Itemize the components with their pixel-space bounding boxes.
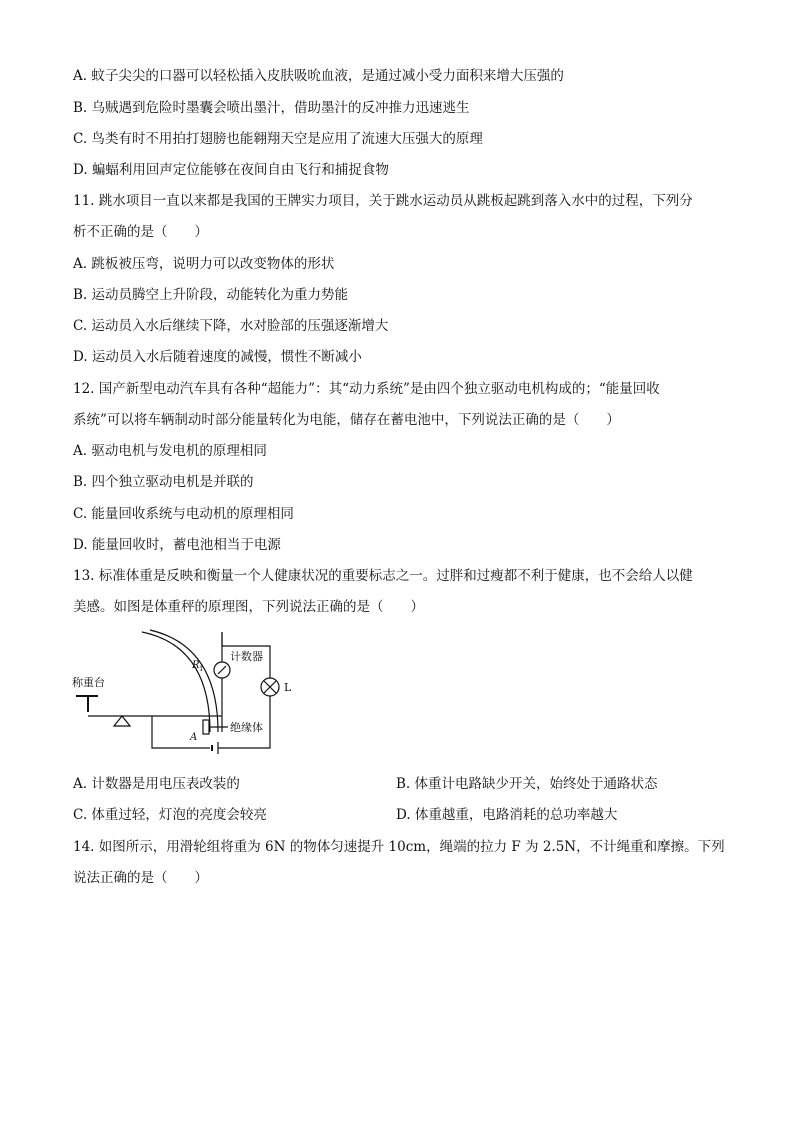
platform-label: 称重台 [72,676,105,689]
q11-option-b: B. 运动员腾空上升阶段，动能转化为重力势能 [73,287,349,303]
q13-option-c: C. 体重过轻，灯泡的亮度会较亮 [73,807,267,823]
meter-label: 计数器 [230,650,263,663]
scale-circuit-diagram [70,628,310,760]
lamp-label: L [284,681,292,694]
q12-option-c: C. 能量回收系统与电动机的原理相同 [73,506,294,522]
q12-stem-line2: 系统”可以将车辆制动时部分能量转化为电能，储存在蓄电池中，下列说法正确的是（ ） [73,412,620,428]
q10-option-b: B. 乌贼遇到危险时墨囊会喷出墨汁，借助墨汁的反冲推力迅速逃生 [73,100,470,116]
fulcrum [114,716,130,726]
q13-option-d: D. 体重越重，电路消耗的总功率越大 [396,807,618,823]
insulator-block [203,720,209,734]
resistor-arc-inner [150,630,218,732]
q14-stem-line1: 14. 如图所示，用滑轮组将重为 6N 的物体匀速提升 10cm，绳端的拉力 F 为 2.5N，不计绳重和摩擦。下列 [73,839,725,855]
q12-stem-line1: 12. 国产新型电动汽车具有各种“超能力”：其“动力系统”是由四个独立驱动电机构成的；“能量回收 [73,381,660,397]
q14-stem-line2: 说法正确的是（ ） [73,870,208,886]
q11-option-c: C. 运动员入水后继续下降，水对脸部的压强逐渐增大 [73,318,389,334]
wire-bottom [152,716,210,748]
q10-option-d: D. 蝙蝠利用回声定位能够在夜间自由飞行和捕捉食物 [73,162,389,178]
insulator-label: 绝缘体 [230,721,263,734]
platform-post [76,696,98,712]
resistor-subscript: 1 [199,665,204,673]
q13-stem-line2: 美感。如图是体重秤的原理图，下列说法正确的是（ ） [73,599,424,615]
q11-option-a: A. 跳板被压弯，说明力可以改变物体的形状 [73,256,335,272]
q11-option-d: D. 运动员入水后随着速度的减慢，惯性不断减小 [73,349,362,365]
q13-option-a: A. 计数器是用电压表改装的 [73,776,240,792]
point-a-label: A [190,732,198,743]
q12-option-d: D. 能量回收时，蓄电池相当于电源 [73,537,281,553]
q10-option-a: A. 蚊子尖尖的口器可以轻松插入皮肤吸吮血液，是通过减小受力面积来增大压强的 [73,68,564,84]
q10-option-c: C. 鸟类有时不用拍打翅膀也能翱翔天空是应用了流速大压强大的原理 [73,131,483,147]
q12-option-a: A. 驱动电机与发电机的原理相同 [73,443,267,459]
q12-option-b: B. 四个独立驱动电机是并联的 [73,474,254,490]
q11-stem-line1: 11. 跳水项目一直以来都是我国的王牌实力项目，关于跳水运动员从跳板起跳到落入水中的过程，下列分 [73,193,693,209]
q13-option-b: B. 体重计电路缺少开关，始终处于通路状态 [396,776,658,792]
q11-stem-line2: 析不正确的是（ ） [73,224,208,240]
q13-stem-line1: 13. 标准体重是反映和衡量一个人健康状况的重要标志之一。过胖和过瘦都不利于健康，也不会给人以健 [73,568,693,584]
resistor-label: R [192,660,200,671]
